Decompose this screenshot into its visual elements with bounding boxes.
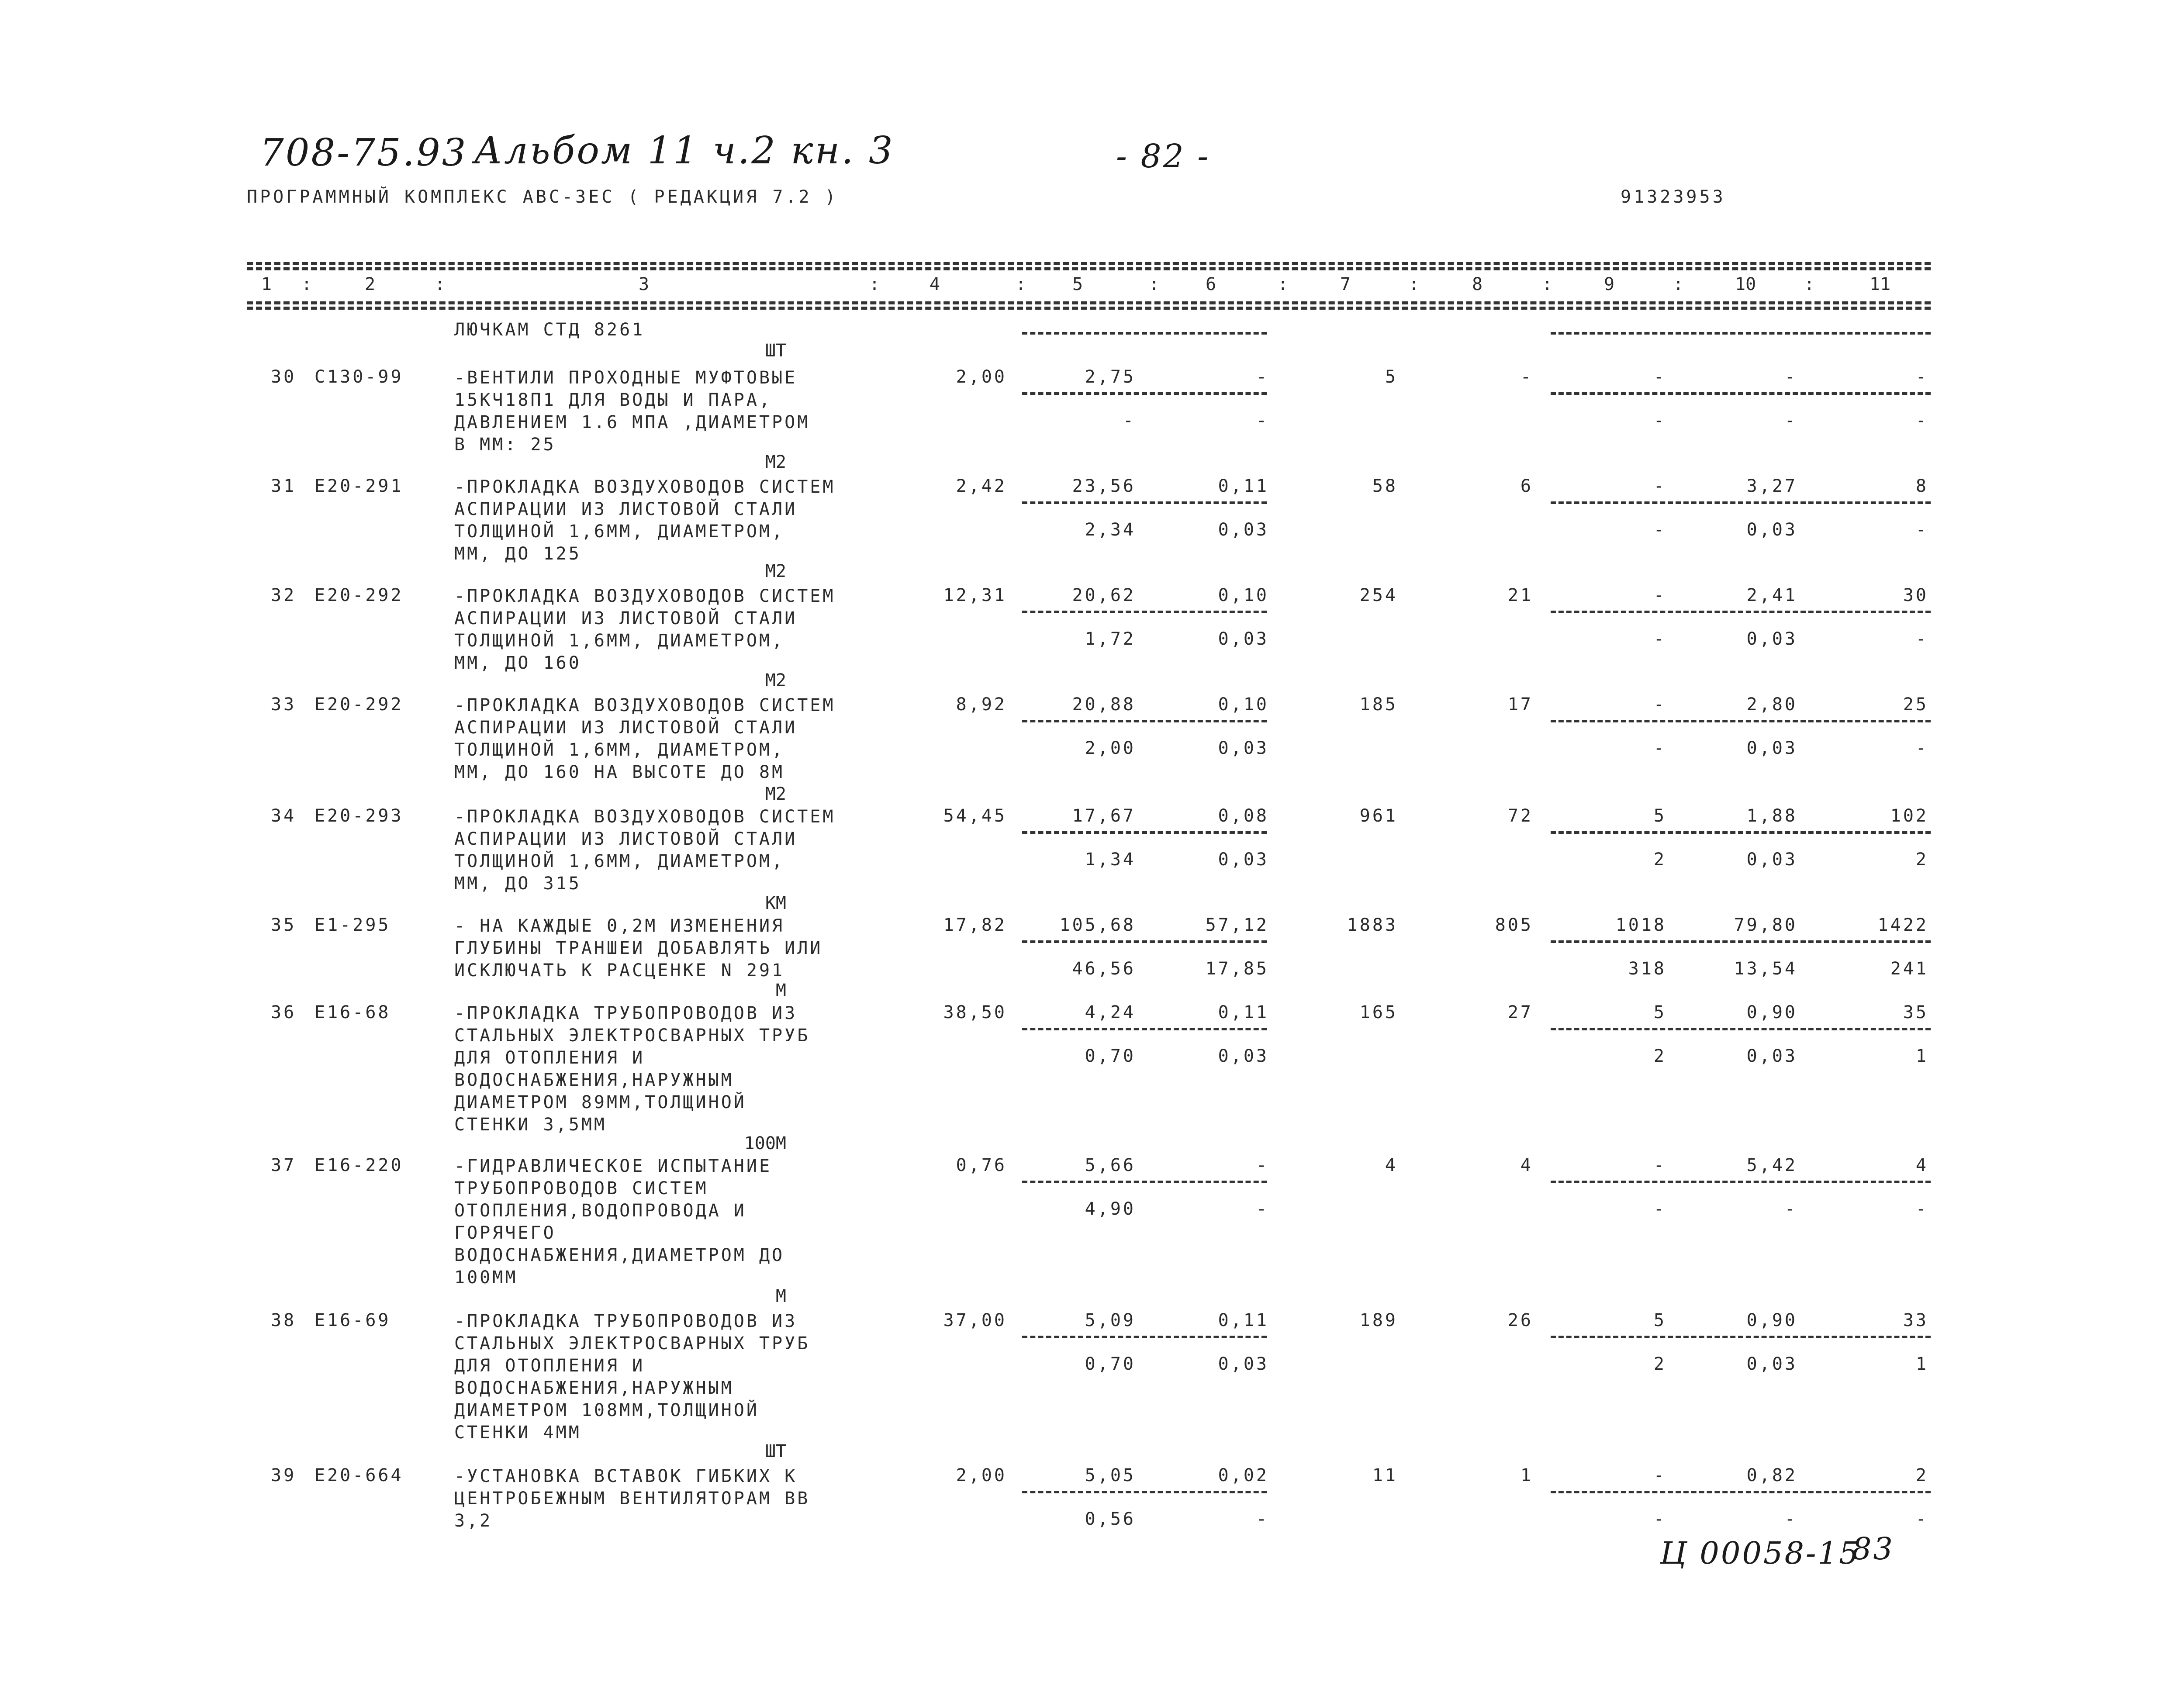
fraction-underline <box>1022 831 1267 834</box>
machine-cost: 0,10 <box>1218 585 1269 605</box>
unit-cost: 23,56 <box>1072 476 1136 496</box>
fraction-underline <box>1551 720 1931 722</box>
unit-cost: 20,62 <box>1072 585 1136 605</box>
quantity: 37,00 <box>943 1310 1007 1330</box>
column-separator: : <box>1409 274 1420 294</box>
fraction-underline <box>1022 720 1267 722</box>
rate-code: Е20-291 <box>314 476 404 496</box>
unit-label: М2 <box>765 452 786 472</box>
column-header: 11 <box>1870 274 1891 294</box>
quantity: 2,00 <box>956 1465 1007 1485</box>
unit-cost: 17,67 <box>1072 806 1136 826</box>
quantity: 0,76 <box>956 1155 1007 1175</box>
carry-over-line: ЛЮЧКАМ СТД 8261 <box>454 320 645 340</box>
labor-machinists-total: - <box>1915 1199 1928 1219</box>
machine-wages: 0,03 <box>1218 1354 1269 1374</box>
labor-total: 2 <box>1915 1465 1928 1485</box>
labor-unit: 3,27 <box>1746 476 1797 496</box>
work-description: -ПРОКЛАДКА ВОЗДУХОВОДОВ СИСТЕМ АСПИРАЦИИ ИЗ ЛИСТОВОЙ СТАЛИ ТОЛЩИНОЙ 1,6ММ, ДИАМЕТРОМ, ММ, ДО 315 <box>454 807 836 894</box>
machine-total: - <box>1653 1155 1666 1175</box>
unit-wages: 0,70 <box>1085 1046 1136 1066</box>
labor-machinists-total: - <box>1915 738 1928 758</box>
labor-total: 35 <box>1903 1002 1928 1022</box>
labor-total: 102 <box>1890 806 1928 826</box>
labor-machinists-unit: 0,03 <box>1746 1046 1797 1066</box>
machine-wages-total: 2 <box>1653 1354 1666 1374</box>
labor-total: 30 <box>1903 585 1928 605</box>
machine-wages-total: - <box>1653 629 1666 649</box>
machine-wages-total: - <box>1653 1509 1666 1529</box>
labor-total: 1422 <box>1877 915 1928 935</box>
labor-machinists-total: - <box>1915 520 1928 540</box>
machine-wages: 0,03 <box>1218 520 1269 540</box>
column-separator: : <box>869 274 880 294</box>
unit-wages: 4,90 <box>1085 1199 1136 1219</box>
labor-machinists-total: 2 <box>1915 850 1928 870</box>
unit-label: ШТ <box>765 341 786 361</box>
labor-machinists-total: - <box>1915 629 1928 649</box>
header-rule-mid <box>247 267 1931 270</box>
column-separator: : <box>1149 274 1160 294</box>
column-header: 2 <box>365 274 376 294</box>
labor-machinists-total: - <box>1915 411 1928 431</box>
header-rule-top <box>247 262 1931 265</box>
row-number: 36 <box>271 1002 297 1022</box>
labor-unit: 2,41 <box>1746 585 1797 605</box>
fraction-underline <box>1551 1028 1931 1030</box>
machine-cost: 0,10 <box>1218 694 1269 715</box>
work-description: -ПРОКЛАДКА ВОЗДУХОВОДОВ СИСТЕМ АСПИРАЦИИ ИЗ ЛИСТОВОЙ СТАЛИ ТОЛЩИНОЙ 1,6ММ, ДИАМЕТРОМ, ММ, ДО 160 НА ВЫСОТЕ ДО 8М <box>454 695 836 782</box>
row-number: 31 <box>271 476 297 496</box>
rate-code: Е20-293 <box>314 806 404 826</box>
fraction-underline <box>1022 940 1267 943</box>
machine-total: - <box>1653 585 1666 605</box>
sheet-number: 83 <box>1852 1531 1895 1567</box>
total-cost: 1883 <box>1347 915 1398 935</box>
work-description: - НА КАЖДЫЕ 0,2М ИЗМЕНЕНИЯ ГЛУБИНЫ ТРАНШЕИ ДОБАВЛЯТЬ ИЛИ ИСКЛЮЧАТЬ К РАСЦЕНКЕ N 291 <box>454 916 823 981</box>
total-cost: 189 <box>1359 1310 1398 1330</box>
fraction-underline <box>1022 1028 1267 1030</box>
row-number: 33 <box>271 694 297 715</box>
labor-machinists-unit: - <box>1784 411 1797 431</box>
column-header: 8 <box>1472 274 1483 294</box>
total-cost: 185 <box>1359 694 1398 715</box>
labor-unit: 0,90 <box>1746 1310 1797 1330</box>
row-number: 37 <box>271 1155 297 1175</box>
rate-code: Е16-220 <box>314 1155 404 1175</box>
column-separator: : <box>1673 274 1684 294</box>
unit-wages: - <box>1123 411 1136 431</box>
fraction-underline <box>1551 1181 1931 1183</box>
labor-unit: 2,80 <box>1746 694 1797 715</box>
fraction-underline <box>1551 392 1931 395</box>
machine-cost: - <box>1256 367 1269 387</box>
labor-unit: 0,82 <box>1746 1465 1797 1485</box>
fraction-underline <box>1022 1336 1267 1338</box>
labor-machinists-total: - <box>1915 1509 1928 1529</box>
machine-total: - <box>1653 476 1666 496</box>
unit-label: М <box>775 981 786 1001</box>
unit-wages: 2,00 <box>1085 738 1136 758</box>
wages-total: - <box>1520 367 1533 387</box>
carry-underline <box>1022 332 1267 335</box>
machine-wages-total: 318 <box>1628 959 1666 979</box>
machine-wages-total: - <box>1653 411 1666 431</box>
unit-cost: 20,88 <box>1072 694 1136 715</box>
total-cost: 58 <box>1372 476 1398 496</box>
quantity: 17,82 <box>943 915 1007 935</box>
fraction-underline <box>1551 501 1931 504</box>
column-header: 7 <box>1340 274 1351 294</box>
machine-wages-total: 2 <box>1653 1046 1666 1066</box>
column-separator: : <box>301 274 312 294</box>
unit-wages: 2,34 <box>1085 520 1136 540</box>
rate-code: Е20-664 <box>314 1465 404 1485</box>
machine-cost: 57,12 <box>1205 915 1269 935</box>
labor-unit: 0,90 <box>1746 1002 1797 1022</box>
machine-total: 5 <box>1653 1310 1666 1330</box>
labor-machinists-total: 1 <box>1915 1354 1928 1374</box>
machine-total: - <box>1653 1465 1666 1485</box>
row-number: 32 <box>271 585 297 605</box>
quantity: 8,92 <box>956 694 1007 715</box>
row-number: 39 <box>271 1465 297 1485</box>
row-number: 38 <box>271 1310 297 1330</box>
work-description: -ПРОКЛАДКА ВОЗДУХОВОДОВ СИСТЕМ АСПИРАЦИИ ИЗ ЛИСТОВОЙ СТАЛИ ТОЛЩИНОЙ 1,6ММ, ДИАМЕТРОМ, ММ, ДО 125 <box>454 477 836 564</box>
unit-label: М2 <box>765 784 786 804</box>
machine-wages: - <box>1256 411 1269 431</box>
labor-machinists-unit: - <box>1784 1509 1797 1529</box>
wages-total: 4 <box>1520 1155 1533 1175</box>
page-number: - 82 - <box>1116 138 1210 175</box>
labor-total: - <box>1915 367 1928 387</box>
quantity: 38,50 <box>943 1002 1007 1022</box>
wages-total: 27 <box>1507 1002 1533 1022</box>
total-cost: 5 <box>1385 367 1398 387</box>
unit-label: М2 <box>765 670 786 691</box>
machine-cost: 0,11 <box>1218 476 1269 496</box>
column-separator: : <box>1016 274 1026 294</box>
machine-total: - <box>1653 367 1666 387</box>
carry-underline <box>1551 332 1931 335</box>
unit-wages: 1,34 <box>1085 850 1136 870</box>
rate-code: Е16-69 <box>314 1310 391 1330</box>
machine-wages: - <box>1256 1199 1269 1219</box>
column-separator: : <box>1542 274 1553 294</box>
unit-cost: 2,75 <box>1085 367 1136 387</box>
unit-label: М <box>775 1286 786 1306</box>
column-header: 6 <box>1206 274 1216 294</box>
wages-total: 6 <box>1520 476 1533 496</box>
machine-wages-total: - <box>1653 520 1666 540</box>
total-cost: 11 <box>1372 1465 1398 1485</box>
rate-code: Е16-68 <box>314 1002 391 1022</box>
header-rule-bottom-2 <box>247 307 1931 310</box>
work-description: -ГИДРАВЛИЧЕСКОЕ ИСПЫТАНИЕ ТРУБОПРОВОДОВ СИСТЕМ ОТОПЛЕНИЯ,ВОДОПРОВОДА И ГОРЯЧЕГО ВОДОСНАБЖЕНИЯ,ДИАМЕТРОМ ДО 100ММ <box>454 1156 785 1288</box>
column-header: 9 <box>1604 274 1615 294</box>
unit-wages: 1,72 <box>1085 629 1136 649</box>
rate-code: Е20-292 <box>314 694 404 715</box>
fraction-underline <box>1551 831 1931 834</box>
work-description: -ПРОКЛАДКА ТРУБОПРОВОДОВ ИЗ СТАЛЬНЫХ ЭЛЕКТРОСВАРНЫХ ТРУБ ДЛЯ ОТОПЛЕНИЯ И ВОДОСНАБЖЕНИЯ,НАРУЖНЫМ ДИАМЕТРОМ 108ММ,ТОЛЩИНОЙ СТЕНКИ 4ММ <box>454 1311 810 1443</box>
machine-cost: 0,11 <box>1218 1310 1269 1330</box>
machine-cost: 0,08 <box>1218 806 1269 826</box>
fraction-underline <box>1022 392 1267 395</box>
wages-total: 72 <box>1507 806 1533 826</box>
wages-total: 21 <box>1507 585 1533 605</box>
labor-machinists-total: 1 <box>1915 1046 1928 1066</box>
album-title: Альбом 11 ч.2 кн. 3 <box>474 129 895 173</box>
machine-wages: 17,85 <box>1205 959 1269 979</box>
machine-total: 5 <box>1653 806 1666 826</box>
unit-label: 100М <box>744 1133 786 1154</box>
machine-total: 1018 <box>1615 915 1666 935</box>
unit-label: ШТ <box>765 1441 786 1461</box>
labor-total: 4 <box>1915 1155 1928 1175</box>
fraction-underline <box>1551 611 1931 613</box>
machine-total: 5 <box>1653 1002 1666 1022</box>
quantity: 2,42 <box>956 476 1007 496</box>
labor-machinists-unit: 13,54 <box>1734 959 1797 979</box>
labor-unit: - <box>1784 367 1797 387</box>
fraction-underline <box>1022 1181 1267 1183</box>
labor-total: 8 <box>1915 476 1928 496</box>
labor-unit: 5,42 <box>1746 1155 1797 1175</box>
machine-cost: - <box>1256 1155 1269 1175</box>
quantity: 12,31 <box>943 585 1007 605</box>
fraction-underline <box>1551 940 1931 943</box>
column-header: 4 <box>930 274 940 294</box>
wages-total: 26 <box>1507 1310 1533 1330</box>
header-rule-bottom <box>247 301 1931 304</box>
wages-total: 17 <box>1507 694 1533 715</box>
labor-machinists-unit: 0,03 <box>1746 629 1797 649</box>
column-separator: : <box>1804 274 1815 294</box>
unit-cost: 105,68 <box>1059 915 1136 935</box>
machine-total: - <box>1653 694 1666 715</box>
stamp-number: Ц 00058-15 <box>1660 1535 1860 1571</box>
labor-machinists-unit: 0,03 <box>1746 1354 1797 1374</box>
unit-cost: 5,66 <box>1085 1155 1136 1175</box>
quantity: 54,45 <box>943 806 1007 826</box>
unit-wages: 0,70 <box>1085 1354 1136 1374</box>
labor-machinists-unit: 0,03 <box>1746 850 1797 870</box>
unit-cost: 5,09 <box>1085 1310 1136 1330</box>
machine-cost: 0,02 <box>1218 1465 1269 1485</box>
column-header: 5 <box>1072 274 1083 294</box>
document-code: 708-75.93 <box>260 131 468 175</box>
total-cost: 4 <box>1385 1155 1398 1175</box>
machine-wages-total: - <box>1653 738 1666 758</box>
wages-total: 805 <box>1495 915 1533 935</box>
unit-wages: 46,56 <box>1072 959 1136 979</box>
rate-code: С130-99 <box>314 367 404 387</box>
unit-label: М2 <box>765 561 786 581</box>
row-number: 35 <box>271 915 297 935</box>
program-title: ПРОГРАММНЫЙ КОМПЛЕКС АВС-3ЕС ( РЕДАКЦИЯ 7.2 ) <box>247 187 838 207</box>
labor-machinists-unit: - <box>1784 1199 1797 1219</box>
machine-wages-total: - <box>1653 1199 1666 1219</box>
work-description: -ВЕНТИЛИ ПРОХОДНЫЕ МУФТОВЫЕ 15КЧ18П1 ДЛЯ ВОДЫ И ПАРА, ДАВЛЕНИЕМ 1.6 МПА ,ДИАМЕТРОМ В ММ: 25 <box>454 368 810 455</box>
fraction-underline <box>1551 1491 1931 1493</box>
column-header: 3 <box>639 274 650 294</box>
work-description: -ПРОКЛАДКА ВОЗДУХОВОДОВ СИСТЕМ АСПИРАЦИИ ИЗ ЛИСТОВОЙ СТАЛИ ТОЛЩИНОЙ 1,6ММ, ДИАМЕТРОМ, ММ, ДО 160 <box>454 586 836 673</box>
column-separator: : <box>1278 274 1289 294</box>
labor-machinists-unit: 0,03 <box>1746 520 1797 540</box>
rate-code: Е1-295 <box>314 915 391 935</box>
machine-wages: 0,03 <box>1218 629 1269 649</box>
fraction-underline <box>1022 501 1267 504</box>
total-cost: 165 <box>1359 1002 1398 1022</box>
unit-cost: 4,24 <box>1085 1002 1136 1022</box>
fraction-underline <box>1022 611 1267 613</box>
document-number: 91323953 <box>1621 187 1726 207</box>
machine-wages: 0,03 <box>1218 850 1269 870</box>
labor-unit: 1,88 <box>1746 806 1797 826</box>
machine-wages-total: 2 <box>1653 850 1666 870</box>
labor-machinists-unit: 0,03 <box>1746 738 1797 758</box>
total-cost: 961 <box>1359 806 1398 826</box>
quantity: 2,00 <box>956 367 1007 387</box>
labor-machinists-total: 241 <box>1890 959 1928 979</box>
column-header: 10 <box>1735 274 1756 294</box>
labor-total: 33 <box>1903 1310 1928 1330</box>
machine-wages: 0,03 <box>1218 738 1269 758</box>
column-header: 1 <box>261 274 272 294</box>
work-description: -УСТАНОВКА ВСТАВОК ГИБКИХ К ЦЕНТРОБЕЖНЫМ ВЕНТИЛЯТОРАМ ВВ 3,2 <box>454 1466 810 1531</box>
labor-total: 25 <box>1903 694 1928 715</box>
fraction-underline <box>1551 1336 1931 1338</box>
unit-cost: 5,05 <box>1085 1465 1136 1485</box>
unit-label: КМ <box>765 893 786 913</box>
total-cost: 254 <box>1359 585 1398 605</box>
labor-unit: 79,80 <box>1734 915 1797 935</box>
machine-cost: 0,11 <box>1218 1002 1269 1022</box>
work-description: -ПРОКЛАДКА ТРУБОПРОВОДОВ ИЗ СТАЛЬНЫХ ЭЛЕКТРОСВАРНЫХ ТРУБ ДЛЯ ОТОПЛЕНИЯ И ВОДОСНАБЖЕНИЯ,НАРУЖНЫМ ДИАМЕТРОМ 89ММ,ТОЛЩИНОЙ СТЕНКИ 3,5ММ <box>454 1003 810 1135</box>
row-number: 34 <box>271 806 297 826</box>
machine-wages: 0,03 <box>1218 1046 1269 1066</box>
machine-wages: - <box>1256 1509 1269 1529</box>
unit-wages: 0,56 <box>1085 1509 1136 1529</box>
wages-total: 1 <box>1520 1465 1533 1485</box>
rate-code: Е20-292 <box>314 585 404 605</box>
row-number: 30 <box>271 367 297 387</box>
column-separator: : <box>435 274 446 294</box>
fraction-underline <box>1022 1491 1267 1493</box>
